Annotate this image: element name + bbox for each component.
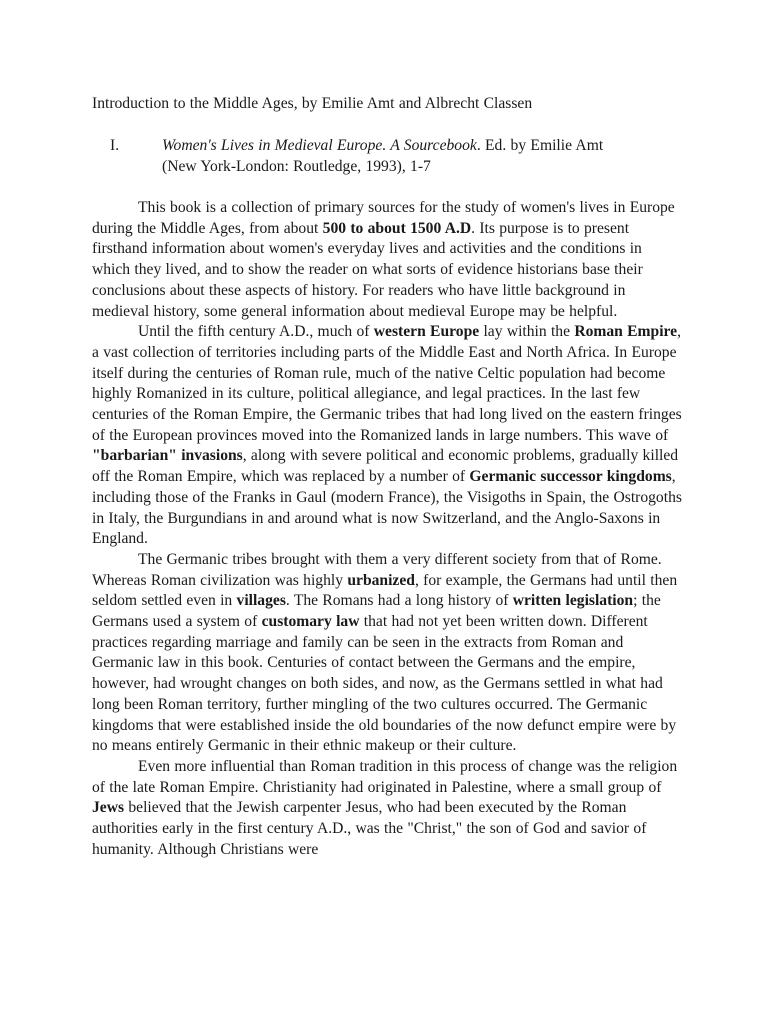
bold-term: Roman Empire (574, 323, 678, 341)
text-run: , for example, the Germans had until then seldom settled even in (92, 571, 678, 610)
bold-term: Jews (92, 799, 125, 817)
text-run: . Its purpose is to present firsthand information about women's everyday lives and activities and the conditions in which they lived, and to show the reader on what sorts of evidence historians base their conclusions about these aspects of history. For readers who have little background in medieval history, some general information about medieval Europe may be helpful. (92, 219, 643, 320)
text-run: Until the fifth century A.D., much of (138, 323, 374, 341)
bold-term: urbanized (347, 571, 415, 589)
paragraph (92, 322, 682, 550)
bold-term: Germanic successor kingdoms (469, 468, 672, 486)
bold-term: written legislation (512, 592, 634, 610)
text-run: The Germanic tribes brought with them a very different society from that of Rome. Whereas Roman civilization was highly (92, 550, 662, 589)
document-heading: Introduction to the Middle Ages, by Emilie Amt and Albrecht Classen (92, 95, 533, 112)
citation-publication: (New York-London: Routledge, 1993), 1-7 (162, 157, 431, 175)
bold-term: customary law (261, 613, 360, 631)
text-run: , a vast collection of territories including parts of the Middle East and North Africa. In Europe itself during the centuries of Roman rule, much of the native Celtic population had become highly Romanized in its culture, political allegiance, and legal practices. In the last few centuries of the Roman Empire, the Germanic tribes that had long lived on the eastern fringes of the European provinces moved into the Romanized lands in large numbers. This wave of (92, 323, 682, 444)
text-run: Even more influential than Roman tradition in this process of change was the religion of the late Roman Empire. Christianity had originated in Palestine, where a small group of (92, 757, 678, 796)
bold-term: "barbarian" invasions (92, 447, 243, 465)
bold-term: western Europe (373, 323, 480, 341)
body-text (92, 198, 682, 861)
bold-term: villages (236, 592, 286, 610)
text-run: . The Romans had a long history of (285, 592, 513, 610)
citation-number: I. (110, 137, 120, 154)
paragraph (92, 757, 682, 861)
text-run: , along with severe political and economic problems, gradually killed off the Roman Empire, which was replaced by a number of (92, 447, 679, 486)
text-run: believed that the Jewish carpenter Jesus, who had been executed by the Roman authorities early in the first century A.D., was the "Christ," the son of God and savior of humanity. Although Christians were (92, 799, 647, 858)
text-run: , including those of the Franks in Gaul (modern France), the Visigoths in Spain, the Ostrogoths in Italy, the Burgundians in and around what is now Switzerland, and the Anglo-Saxons in England. (92, 468, 682, 548)
citation-title: Women's Lives in Medieval Europe. A Sourcebook (162, 137, 477, 154)
bold-term: 500 to about 1500 A.D (322, 219, 472, 237)
text-run: that had not yet been written down. Different practices regarding marriage and family can be seen in the extracts from Roman and Germanic law in this book. Centuries of contact between the Germans and the empire, however, had wrought changes on both sides, and now, as the Germans settled in what had long been Roman territory, further mingling of the two cultures occurred. The Germanic kingdoms that were established inside the old boundaries of the now defunct empire were by no means entirely Germanic in their ethnic makeup or their culture. (92, 613, 677, 755)
text-run: This book is a collection of primary sources for the study of women's lives in Europe during the Middle Ages, from about (92, 199, 675, 237)
citation-editor: . Ed. by Emilie Amt (476, 137, 604, 154)
paragraph (92, 550, 682, 757)
paragraph (92, 198, 682, 322)
citation-text (162, 136, 702, 177)
text-run: lay within the (479, 323, 575, 341)
text-run: ; the Germans used a system of (92, 592, 661, 631)
